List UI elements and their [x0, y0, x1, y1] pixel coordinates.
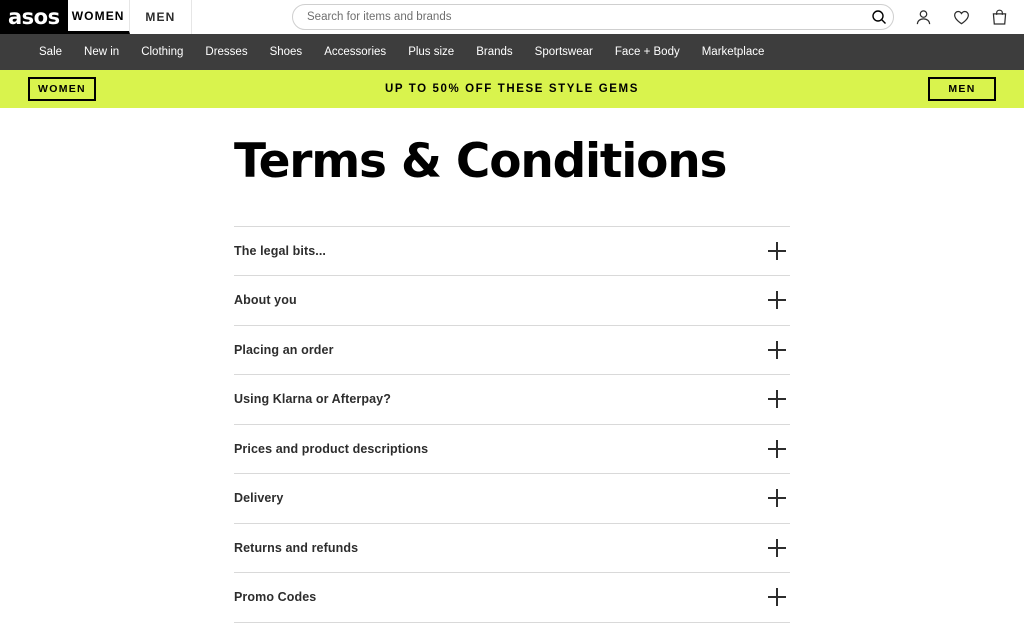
- accordion-item-placing-an-order[interactable]: [234, 326, 790, 376]
- accordion-item-prices-and-product-descriptions[interactable]: [234, 425, 790, 475]
- nav-item-shoes[interactable]: Shoes: [269, 46, 303, 58]
- accordion-label: Placing an order: [234, 342, 334, 357]
- accordion-label: Returns and refunds: [234, 540, 359, 555]
- main-content: [0, 136, 1024, 623]
- plus-icon[interactable]: [768, 539, 786, 557]
- search-box[interactable]: [292, 4, 894, 30]
- gender-tab-men-label: MEN: [145, 10, 176, 24]
- plus-icon[interactable]: [768, 390, 786, 408]
- accordion-item-using-klarna-or-afterpay[interactable]: [234, 375, 790, 425]
- accordion-item-delivery[interactable]: [234, 474, 790, 524]
- plus-icon[interactable]: [768, 588, 786, 606]
- accordion-label: About you: [234, 293, 297, 308]
- accordion-label: The legal bits...: [234, 243, 326, 258]
- promo-men-button[interactable]: MEN: [928, 77, 996, 101]
- account-icon[interactable]: [904, 8, 942, 27]
- nav-item-face-body[interactable]: Face + Body: [614, 46, 680, 58]
- gender-tab-men[interactable]: [130, 0, 192, 34]
- top-bar: [0, 0, 1024, 34]
- header-icons: [904, 0, 1024, 34]
- wishlist-heart-icon[interactable]: [942, 8, 980, 27]
- plus-icon[interactable]: [768, 440, 786, 458]
- plus-icon[interactable]: [768, 341, 786, 359]
- accordion-item-promo-codes[interactable]: [234, 573, 790, 623]
- nav-item-brands[interactable]: Brands: [476, 46, 513, 58]
- accordion-label: Using Klarna or Afterpay?: [234, 392, 391, 407]
- promo-banner: [0, 70, 1024, 108]
- page-title: Terms & Conditions: [234, 134, 727, 189]
- nav-item-clothing[interactable]: Clothing: [141, 46, 184, 58]
- gender-tab-women[interactable]: [68, 0, 130, 34]
- accordion-label: Delivery: [234, 491, 284, 506]
- accordion-item-returns-and-refunds[interactable]: [234, 524, 790, 574]
- search-input[interactable]: [307, 11, 871, 23]
- nav-item-sportswear[interactable]: Sportswear: [534, 46, 593, 58]
- accordion-item-about-you[interactable]: [234, 276, 790, 326]
- accordion-label: Promo Codes: [234, 590, 317, 605]
- asos-logo[interactable]: [0, 0, 68, 34]
- plus-icon[interactable]: [768, 291, 786, 309]
- nav-item-plus-size[interactable]: Plus size: [408, 46, 455, 58]
- nav-item-accessories[interactable]: Accessories: [324, 46, 387, 58]
- plus-icon[interactable]: [768, 489, 786, 507]
- asos-wordmark-icon: asos: [7, 5, 60, 29]
- nav-item-marketplace[interactable]: Marketplace: [701, 46, 765, 58]
- gender-tab-women-label: WOMEN: [71, 8, 125, 23]
- shopping-bag-icon[interactable]: [980, 8, 1018, 27]
- search-icon[interactable]: [871, 9, 887, 25]
- promo-women-button[interactable]: WOMEN: [28, 77, 96, 101]
- search-area: [192, 0, 904, 34]
- plus-icon[interactable]: [768, 242, 786, 260]
- accordion-item-the-legal-bits[interactable]: [234, 227, 790, 277]
- terms-accordion: [234, 226, 790, 623]
- nav-item-new-in[interactable]: New in: [84, 46, 120, 58]
- primary-nav: [0, 34, 1024, 70]
- nav-item-sale[interactable]: Sale: [39, 46, 63, 58]
- accordion-label: Prices and product descriptions: [234, 441, 429, 456]
- nav-item-dresses[interactable]: Dresses: [205, 46, 248, 58]
- promo-banner-text: UP TO 50% OFF THESE STYLE GEMS: [385, 83, 639, 95]
